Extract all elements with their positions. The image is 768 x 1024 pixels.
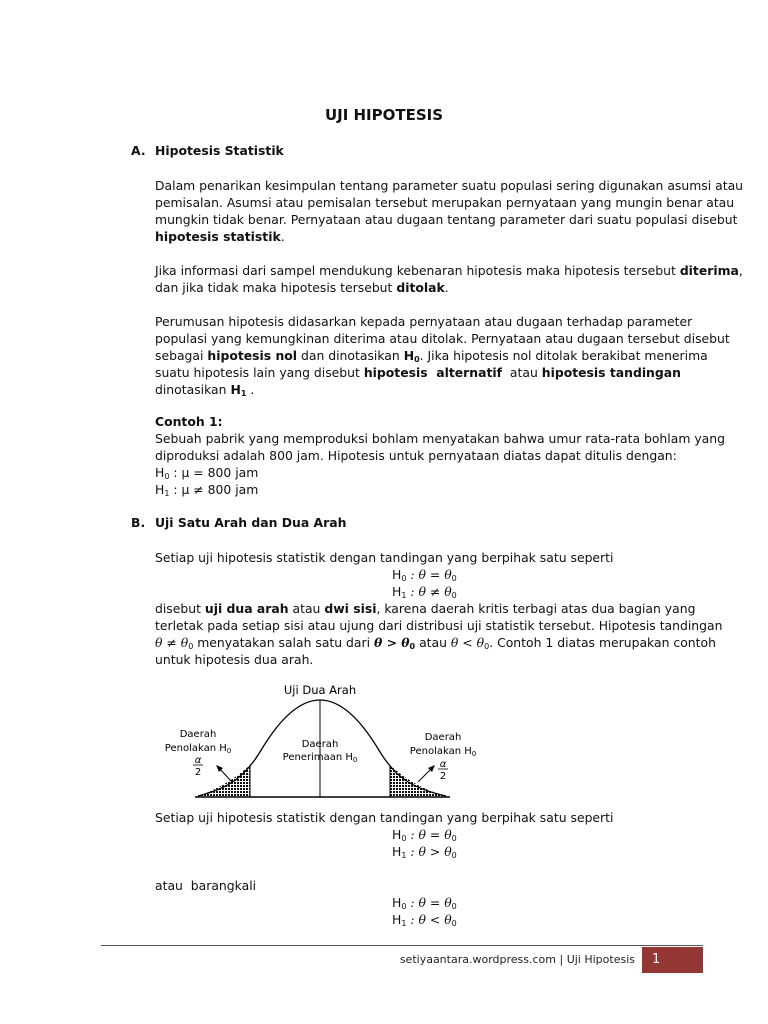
subscript: 0: [401, 834, 407, 843]
subscript: 1: [164, 489, 170, 498]
two-tailed-distribution-figure: [150, 680, 490, 805]
section-b-heading: [131, 515, 346, 530]
subscript: 1: [401, 851, 407, 860]
left-two: 2: [194, 767, 202, 778]
h-symbol: H: [155, 482, 165, 497]
paragraph-line: dinotasikan $H_1$ .: [155, 382, 255, 398]
equation: [155, 481, 258, 503]
h-symbol: H: [392, 827, 402, 842]
subscript: 1: [401, 919, 407, 928]
math: θ > θ: [374, 635, 410, 650]
paragraph-line: Dalam penarikan kesimpulan tentang parameter suatu populasi sering digunakan asumsi atau: [155, 178, 744, 193]
text: dan jika tidak maka hipotesis tersebut: [155, 280, 397, 295]
center-label-2: Penerimaan $H_0$: [282, 752, 358, 764]
h-symbol: H: [392, 844, 402, 859]
term: hipotesis alternatif: [363, 365, 503, 380]
right-label-2: Penolakan $H_0$: [409, 746, 477, 758]
equation-text: : θ < θ: [406, 912, 452, 927]
h1-symbol: H: [230, 382, 241, 397]
paragraph-line: Setiap uji hipotesis statistik dengan tandingan yang berpihak satu seperti: [155, 810, 614, 825]
paragraph-line: untuk hipotesis dua arah.: [155, 652, 314, 667]
h-symbol: H: [392, 912, 402, 927]
right-two: 2: [439, 771, 447, 782]
text: Jika informasi dari sampel mendukung kebenaran hipotesis maka hipotesis tersebut: [155, 263, 680, 278]
text: atau: [288, 601, 325, 616]
paragraph-line: populasi yang kemungkinan diterima atau ditolak. Pernyataan atau dugaan tersebut disebut: [155, 331, 730, 346]
term: hipotesis statistik: [155, 229, 281, 244]
equation-text: : θ = θ: [406, 827, 452, 842]
paragraph-line: atau barangkali: [155, 878, 257, 893]
subscript: 0: [188, 642, 194, 651]
h0-symbol: H: [403, 348, 415, 363]
subscript: 0: [451, 902, 457, 911]
subscript: 0: [451, 834, 457, 843]
paragraph-line: [155, 600, 695, 618]
paragraph-line: pemisalan. Asumsi atau pemisalan tersebut merupakan pernyataan yang mungin benar atau: [155, 195, 735, 210]
equation-text: : μ ≠ 800 jam: [169, 482, 259, 497]
term: hipotesis nol: [207, 348, 298, 363]
subscript: 0: [484, 642, 490, 651]
text: . Jika hipotesis nol ditolak berakibat menerima: [419, 348, 708, 363]
paragraph-line: hipotesis statistik.: [155, 229, 285, 244]
text: disebut: [155, 601, 205, 616]
subscript: 1: [401, 591, 407, 600]
subscript: 0: [451, 851, 457, 860]
figure-title: Uji Dua Arah: [283, 683, 357, 697]
paragraph-line: Setiap uji hipotesis statistik dengan tandingan yang berpihak satu seperti: [155, 550, 614, 565]
h-symbol: H: [392, 895, 402, 910]
paragraph-line: terletak pada setiap sisi atau ujung dari distribusi uji statistik tersebut. Hipotesis tandingan: [155, 618, 723, 633]
paragraph-line: mungkin tidak benar. Pernyataan atau dugaan tentang parameter dari suatu populasi disebut: [155, 212, 738, 227]
math: θ < θ: [450, 635, 485, 650]
subscript: 0: [451, 919, 457, 928]
paragraph-line: Perumusan hipotesis didasarkan kepada pernyataan atau dugaan terhadap parameter: [155, 314, 693, 329]
term: ditolak: [396, 280, 445, 295]
text: dinotasikan: [155, 382, 231, 397]
heading-text: Uji Satu Arah dan Dua Arah: [155, 515, 347, 530]
right-alpha: α: [439, 759, 447, 770]
paragraph-line: dan jika tidak maka hipotesis tersebut ditolak.: [155, 280, 449, 295]
paragraph-line: Jika informasi dari sampel mendukung kebenaran hipotesis maka hipotesis tersebut diterima,: [155, 263, 743, 278]
subscript: 0: [409, 642, 416, 651]
text: atau: [415, 635, 451, 650]
example-heading: Contoh 1:: [155, 414, 223, 429]
section-a-heading: [131, 143, 284, 158]
subscript: 0: [414, 355, 420, 364]
equation: [392, 843, 457, 865]
text: dan dinotasikan: [297, 348, 404, 363]
term: hipotesis tandingan: [541, 365, 681, 380]
equation-text: : θ ≠ θ: [406, 584, 452, 599]
h-symbol: H: [392, 567, 402, 582]
left-label-2: Penolakan $H_0$: [164, 743, 232, 755]
center-label-1: Daerah: [301, 739, 339, 750]
paragraph-line: Sebuah pabrik yang memproduksi bohlam menyatakan bahwa umur rata-rata bohlam yang: [155, 431, 725, 446]
section-label: B.: [131, 515, 146, 530]
heading-text: Hipotesis Statistik: [155, 143, 284, 158]
text: . Contoh 1 diatas merupakan contoh: [489, 635, 716, 650]
page-number: 1: [642, 947, 703, 973]
text: atau: [502, 365, 542, 380]
subscript: 0: [401, 574, 407, 583]
section-label: A.: [131, 143, 146, 158]
term: dwi sisi: [324, 601, 377, 616]
paragraph-line: diproduksi adalah 800 jam. Hipotesis untuk pernyataan diatas dapat ditulis dengan:: [155, 448, 677, 463]
term: diterima: [679, 263, 739, 278]
h-symbol: H: [392, 584, 402, 599]
text: , karena daerah kritis terbagi atas dua bagian yang: [376, 601, 696, 616]
left-label-1: Daerah: [179, 729, 217, 740]
subscript: 0: [164, 472, 170, 481]
equation-text: : θ = θ: [406, 567, 452, 582]
left-rejection-region: [198, 765, 250, 797]
equation: [392, 911, 457, 933]
footer-divider: [101, 945, 703, 946]
text: menyatakan salah satu dari: [193, 635, 374, 650]
subscript: 0: [451, 591, 457, 600]
right-rejection-region: [390, 765, 446, 797]
right-label-1: Daerah: [424, 732, 462, 743]
subscript: 0: [401, 902, 407, 911]
equation-text: : θ > θ: [406, 844, 452, 859]
text: sebagai: [155, 348, 208, 363]
equation-text: : μ = 800 jam: [169, 465, 259, 480]
h-symbol: H: [155, 465, 165, 480]
subscript: 1: [240, 389, 247, 398]
equation-text: : θ = θ: [406, 895, 452, 910]
term: uji dua arah: [204, 601, 289, 616]
page-title: UJI HIPOTESIS: [324, 106, 444, 124]
text: suatu hipotesis lain yang disebut: [155, 365, 364, 380]
paragraph-line: [155, 364, 681, 382]
footer-text: setiyaantara.wordpress.com | Uji Hipotesis: [399, 953, 635, 966]
left-alpha: α: [194, 755, 202, 766]
math: θ ≠ θ: [155, 635, 189, 650]
subscript: 0: [451, 574, 457, 583]
